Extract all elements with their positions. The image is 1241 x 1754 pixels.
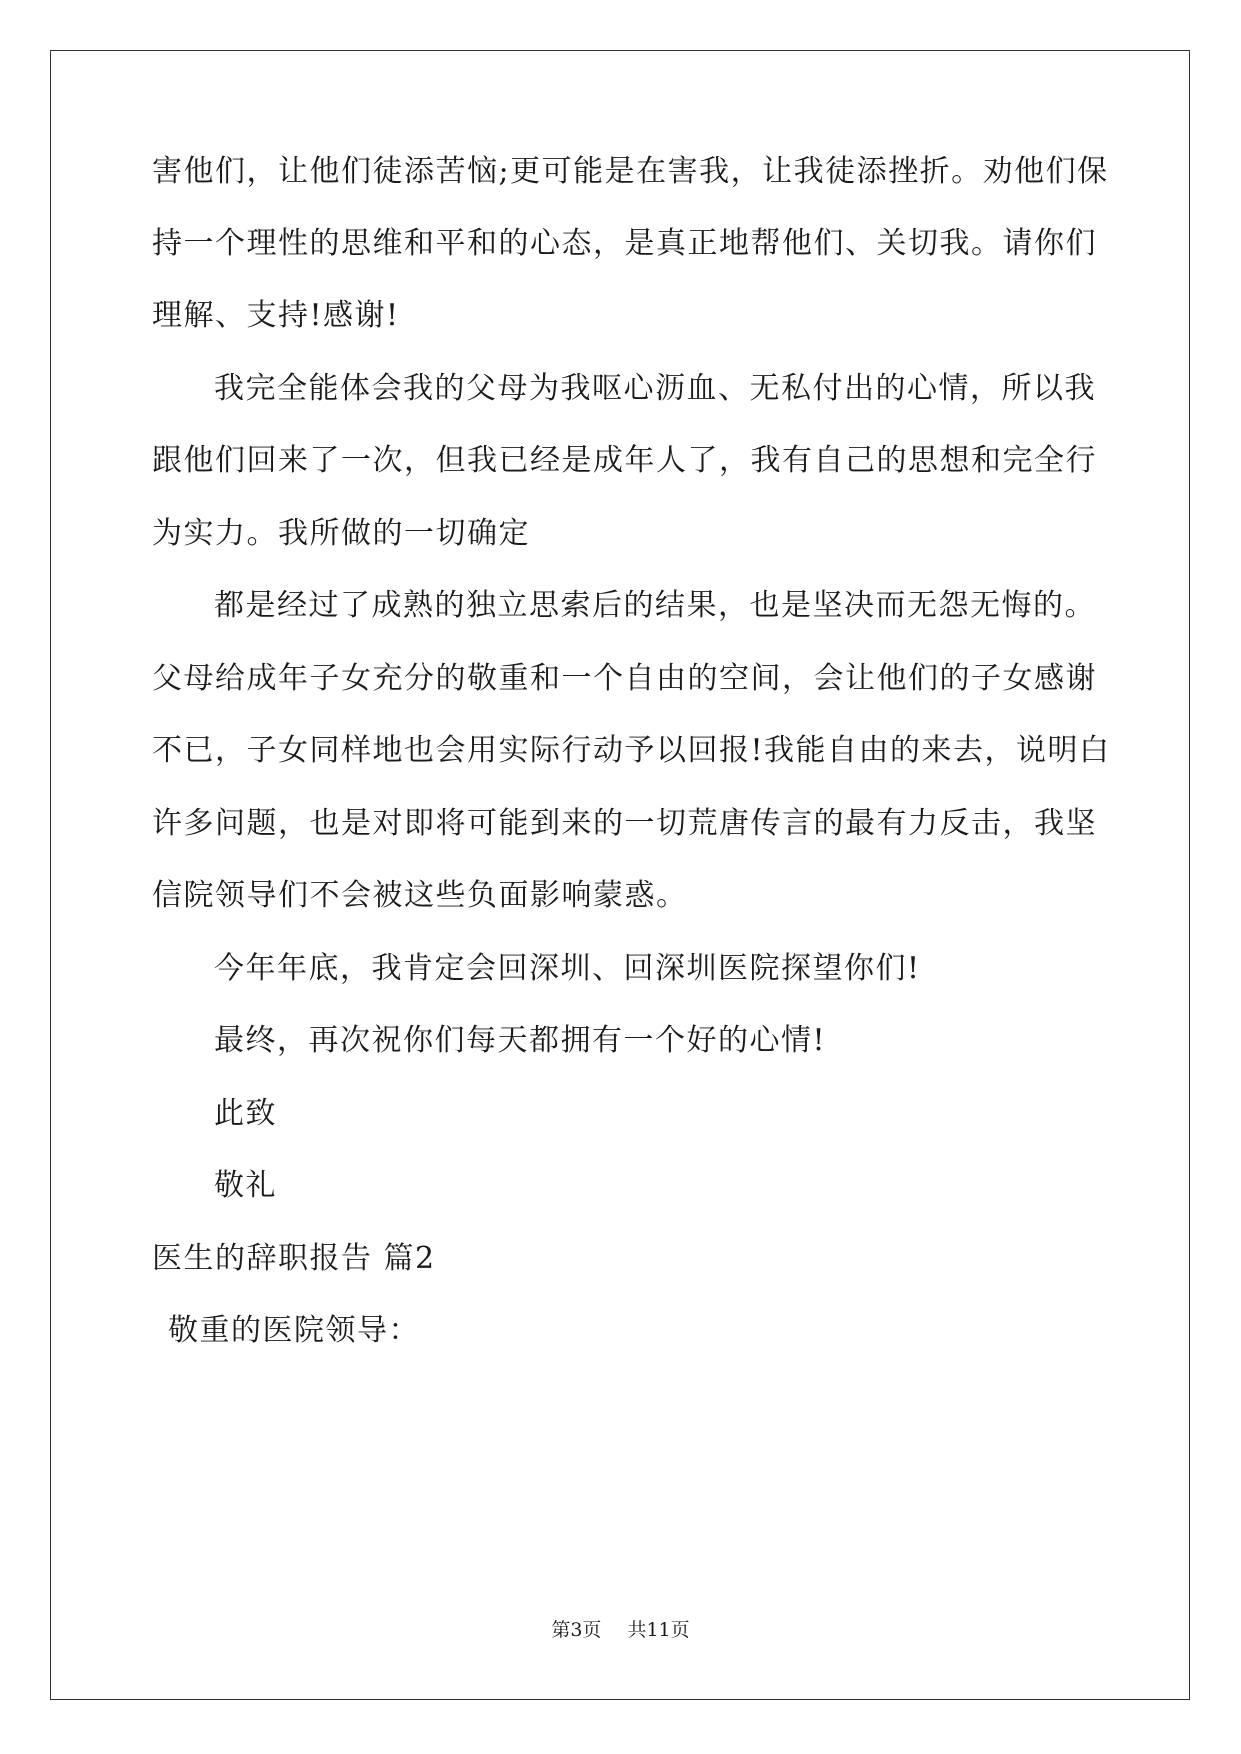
paragraph-start-line: 最终，再次祝你们每天都拥有一个好的心情! (214, 1023, 827, 1058)
body-line: 害他们，让他们徒添苦恼;更可能是在害我，让我徒添挫折。劝他们保 (152, 154, 1109, 189)
section-heading: 医生的辞职报告 篇2 (152, 1241, 436, 1276)
body-line: 父母给成年子女充分的敬重和一个自由的空间，会让他们的子女感谢 (152, 661, 1097, 696)
body-line: 跟他们回来了一次，但我已经是成年人了，我有自己的思想和完全行 (152, 443, 1097, 478)
paragraph-start-line: 今年年底，我肯定会回深圳、回深圳医院探望你们! (214, 951, 921, 986)
paragraph-start-line: 我完全能体会我的父母为我呕心沥血、无私付出的心情，所以我 (214, 371, 1096, 406)
body-line: 理解、支持!感谢! (152, 298, 400, 333)
paragraph-start-line: 都是经过了成熟的独立思索后的结果，也是坚决而无怨无悔的。 (214, 588, 1096, 623)
closing-line: 此致 (214, 1096, 277, 1131)
body-line: 持一个理性的思维和平和的心态，是真正地帮他们、关切我。请你们 (152, 226, 1097, 261)
page-number: 第3页 (551, 1619, 602, 1641)
body-line: 信院领导们不会被这些负面影响蒙惑。 (152, 878, 688, 913)
body-line: 许多问题，也是对即将可能到来的一切荒唐传言的最有力反击，我坚 (152, 806, 1097, 841)
body-line: 不已，子女同样地也会用实际行动予以回报!我能自由的来去，说明白 (152, 733, 1111, 768)
closing-line: 敬礼 (214, 1168, 277, 1203)
total-pages: 共11页 (627, 1619, 690, 1641)
page-footer (0, 1618, 1241, 1642)
salutation: 敬重的医院领导： (168, 1313, 420, 1348)
body-line: 为实力。我所做的一切确定 (152, 516, 530, 551)
